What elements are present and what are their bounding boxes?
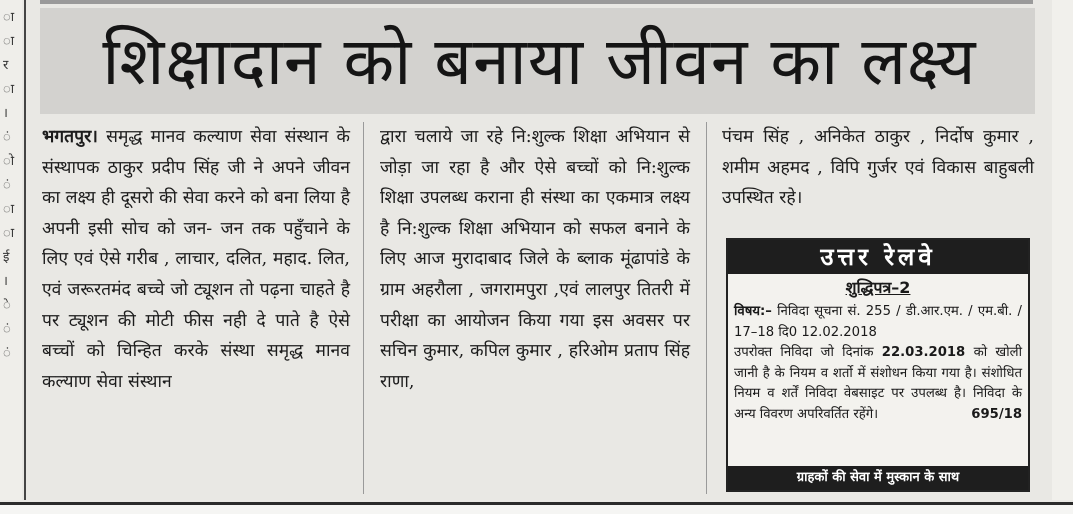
column-rule: [706, 122, 707, 494]
railway-notice: [726, 238, 1030, 492]
right-margin: [1052, 0, 1073, 500]
article-text-1: समृद्ध मानव कल्याण सेवा संस्थान के संस्थापक ठाकुर प्रदीप सिंह जी ने अपने जीवन का लक्ष्य ही दूसरो की सेवा करने को बना लिया है अपनी इसी सोच को जन- जन तक पहुँचाने के लिए एवं ऐसे गरीब , लाचार, दलित, महाद. लित, एवं जरूरतमंद बच्चे जो ट्यूशन तो पढ़ना चाहते है पर ट्यूशन की मोटी फीस नही दे पाते है ऐसे बच्चों को चिन्हित करके संस्था समृद्ध मानव कल्याण सेवा संस्थान: [42, 127, 350, 392]
page-bottom: [0, 505, 1073, 514]
dateline: भगतपुर।: [42, 127, 98, 147]
column-rule: [363, 122, 364, 494]
top-rule: [40, 0, 1033, 4]
notice-body-pre: उपरोक्त निविदा जो दिनांक: [734, 345, 874, 360]
notice-ref-number: 695/18: [971, 406, 1022, 422]
notice-subject-label: विषय:–: [734, 304, 772, 319]
notice-subject: निविदा सूचना सं. 255 / डी.आर.एम. / एम.बी. / 17–18 दि0 12.02.2018: [734, 304, 1022, 340]
notice-subtitle: शुद्धिपत्र–2: [845, 278, 911, 297]
notice-body: [728, 300, 1028, 425]
article-column-3: [722, 122, 1034, 214]
article-column-2: [380, 122, 690, 397]
article-column-1: [42, 122, 350, 397]
vertical-rule: [24, 0, 26, 500]
article-text-3: पंचम सिंह , अनिकेत ठाकुर , निर्दोष कुमार , शमीम अहमद , विपि गुर्जर एवं विकास बाहुबली उपस्थित रहे।: [722, 127, 1034, 209]
notice-footer: ग्राहकों की सेवा में मुस्कान के साथ: [728, 466, 1028, 490]
notice-body-post: को खोली जानी है के नियम व शर्तो में संशोधन किया गया है। संशोधित नियम व शर्तें निविदा वेबसाइट पर उपलब्ध है। निविदा के अन्य विवरण अपरिवर्तित रहेंगे।: [734, 345, 1022, 422]
headline: शिक्षादान को बनाया जीवन का लक्ष्य: [102, 23, 977, 100]
notice-date: 22.03.2018: [881, 345, 966, 360]
left-margin-fragments: ा ा र ा । ं ो ं ा ा ई । े ं ं: [0, 0, 22, 500]
article-text-2: द्वारा चलाये जा रहे नि:शुल्क शिक्षा अभियान से जोड़ा जा रहा है और ऐसे बच्चों को नि:शुल्क शिक्षा उपलब्ध कराना ही संस्था का एकमात्र लक्ष्य है नि:शुल्क शिक्षा अभियान को सफल बनाने के लिए आज मुरादाबाद जिले के ब्लाक मूंढापांडे के ग्राम अहरौला , जगरामपुरा ,एवं लालपुर तितरी में परीक्षा का आयोजन किया गया इस अवसर पर सचिन कुमार, कपिल कुमार , हरिओम प्रताप सिंह राणा,: [380, 127, 690, 392]
notice-header: उत्तर रेलवे: [728, 240, 1028, 274]
